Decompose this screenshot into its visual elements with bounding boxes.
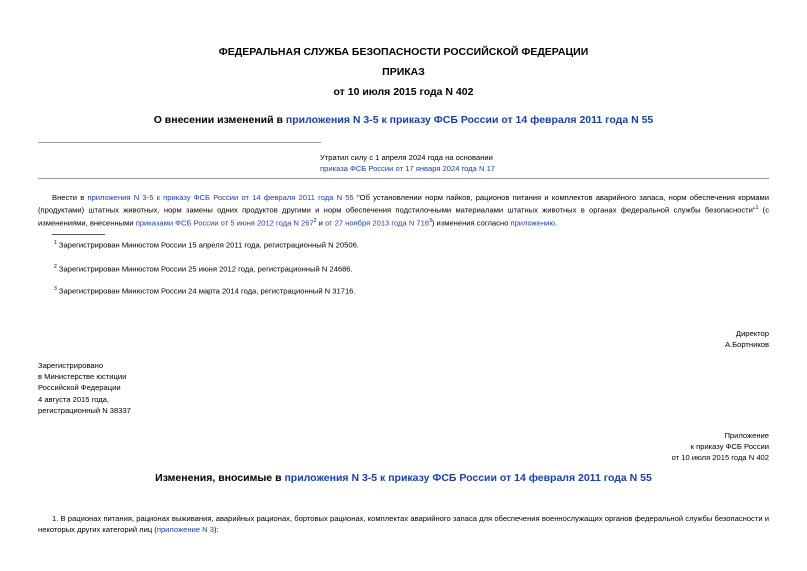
divider-top	[38, 142, 321, 143]
body-text: "Об установлении норм пайков, рационов питания и комплектов аварийного запаса, норм обеспечения кормами (продуктами) штатных животных, норм замены одних продуктов другими и норм обеспечения подстилочными материалами штатных животных в органах федеральной службы безопасности"	[38, 193, 769, 215]
footnote-2	[54, 262, 353, 275]
footnote-text: Зарегистрирован Минюстом России 25 июня 2012 года, регистрационный N 24686.	[58, 264, 353, 274]
lapse-notice: Утратил силу с 1 апреля 2024 года на основании	[320, 153, 493, 162]
document-title	[0, 114, 807, 126]
appendix-line: Приложение	[724, 431, 769, 440]
footnote-ref-3: 3	[429, 217, 432, 224]
divider-bottom	[38, 178, 769, 179]
appendix-title	[0, 472, 807, 484]
footnote-1	[54, 238, 359, 251]
registration-line: Зарегистрировано	[38, 361, 104, 370]
item-1-link[interactable]: приложение N 3	[156, 525, 214, 535]
footnote-ref-2: 2	[313, 217, 317, 224]
signature-position: Директор	[735, 329, 769, 338]
footnote-text: Зарегистрирован Минюстом России 24 марта 2014 года, регистрационный N 31716.	[58, 286, 356, 296]
appendix-block	[500, 430, 769, 464]
footnote-mark: 1	[54, 240, 57, 246]
registration-line: 4 августа 2015 года,	[38, 394, 110, 404]
item-1-paragraph	[38, 513, 769, 535]
registration-line: регистрационный N 38337	[38, 405, 131, 415]
registration-line: Российской Федерации	[38, 383, 121, 393]
body-link-appendices[interactable]: приложения N 3-5 к приказу ФСБ России от 14 февраля 2011 года N 55	[87, 193, 354, 202]
signature-name: А.Бортников	[724, 340, 769, 349]
body-text: ) изменения согласно	[431, 218, 511, 228]
body-link-appendix[interactable]: приложению	[510, 218, 556, 228]
doc-type-heading: ПРИКАЗ	[382, 66, 425, 78]
footnote-mark: 3	[54, 286, 57, 292]
appendix-line: к приказу ФСБ России	[690, 442, 769, 452]
item-1-text: 1. В рационах питания, рационах выживания, аварийных рационах, бортовых рационах, комплектах аварийного запаса для обеспечения военнослужащих органов федеральной службы безопасности и некоторых других категорий лиц (	[38, 514, 769, 535]
appendix-title-link[interactable]: приложения N 3-5 к приказу ФСБ России от 14 февраля 2011 года N 55	[284, 472, 652, 484]
appendix-line: от 10 июля 2015 года N 402	[671, 453, 769, 463]
registration-line: в Министерстве юстиции	[38, 372, 127, 382]
title-link[interactable]: приложения N 3-5 к приказу ФСБ России от 14 февраля 2011 года N 55	[285, 114, 654, 126]
appendix-title-prefix: Изменения, вносимые в	[155, 472, 285, 484]
body-paragraph	[38, 192, 769, 229]
body-text: (с изменениями, внесенными	[38, 205, 769, 228]
footnote-ref-1: 1	[755, 205, 759, 212]
body-text: и	[316, 218, 325, 228]
footnote-3	[54, 284, 356, 297]
body-link-order-267[interactable]: приказами ФСБ России от 5 июня 2012 года N 267	[135, 218, 314, 228]
title-prefix: О внесении изменений в	[153, 114, 286, 126]
body-text: .	[555, 218, 558, 228]
footnote-mark: 2	[54, 264, 57, 270]
body-text: Внести в	[52, 193, 88, 202]
item-1-end: ):	[213, 525, 219, 535]
agency-heading: ФЕДЕРАЛЬНАЯ СЛУЖБА БЕЗОПАСНОСТИ РОССИЙСКОЙ ФЕДЕРАЦИИ	[218, 46, 589, 58]
registration-block	[38, 360, 131, 416]
body-link-order-716[interactable]: от 27 ноября 2013 года N 716	[324, 218, 430, 228]
footnote-text: Зарегистрирован Минюстом России 15 апреля 2011 года, регистрационный N 20506.	[58, 240, 359, 250]
lapse-link[interactable]: приказа ФСБ России от 17 января 2024 года N 17	[320, 164, 496, 173]
footnote-divider	[52, 234, 105, 235]
doc-date-number: от 10 июля 2015 года N 402	[333, 86, 474, 98]
